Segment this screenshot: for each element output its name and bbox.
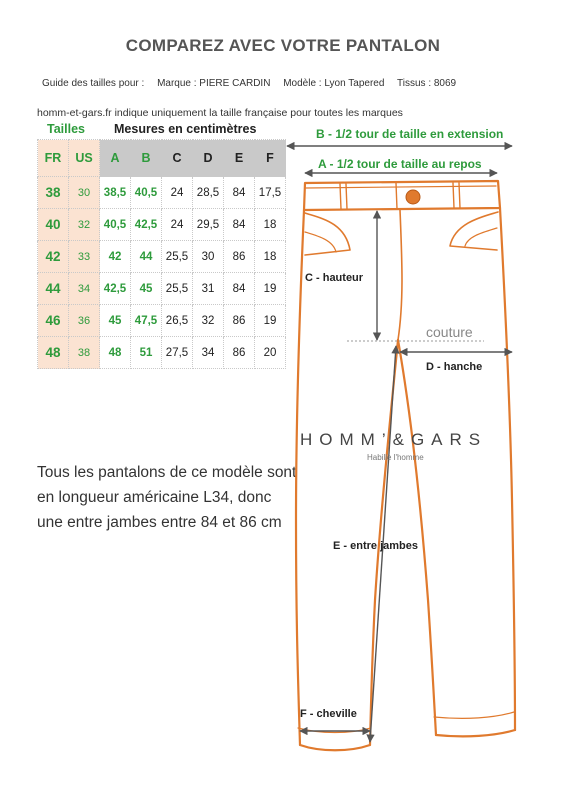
length-note: Tous les pantalons de ce modèle sont en longueur américaine L34, donc une entre jambes entre 84 et 86 cm (37, 464, 297, 531)
cell-b: 44 (131, 241, 162, 273)
cell-e: 84 (224, 177, 255, 209)
header-c: C (162, 140, 193, 177)
cell-d: 34 (193, 337, 224, 369)
cell-c: 25,5 (162, 273, 193, 305)
d-label: D - hanche (426, 361, 483, 373)
cell-fr: 38 (38, 177, 69, 209)
cell-f: 18 (255, 241, 286, 273)
header-f: F (255, 140, 286, 177)
cell-fr: 42 (38, 241, 69, 273)
cell-a: 40,5 (100, 209, 131, 241)
cell-fr: 46 (38, 305, 69, 337)
cell-d: 28,5 (193, 177, 224, 209)
cell-a: 38,5 (100, 177, 131, 209)
cell-a: 42,5 (100, 273, 131, 305)
guide-tissus: Tissus : 8069 (397, 78, 457, 89)
guide-marque: Marque : PIERE CARDIN (157, 78, 271, 89)
cell-us: 32 (69, 209, 100, 241)
button-circle (406, 190, 420, 204)
brand-tagline: Habille l'homme (367, 453, 424, 462)
guide-label: Guide des tailles pour : (42, 78, 145, 89)
brand-logo: HOMM’&GARS (300, 430, 488, 449)
cell-e: 84 (224, 273, 255, 305)
cell-fr: 44 (38, 273, 69, 305)
cell-fr: 40 (38, 209, 69, 241)
cell-c: 26,5 (162, 305, 193, 337)
cell-d: 30 (193, 241, 224, 273)
f-label: F - cheville (300, 708, 357, 720)
cell-us: 38 (69, 337, 100, 369)
tailles-heading: Tailles (47, 122, 85, 136)
couture-label: couture (426, 324, 473, 340)
cell-f: 17,5 (255, 177, 286, 209)
header-a: A (100, 140, 131, 177)
cell-c: 27,5 (162, 337, 193, 369)
trouser-outline (296, 181, 515, 750)
header-us: US (69, 140, 100, 177)
cell-a: 45 (100, 305, 131, 337)
cell-d: 29,5 (193, 209, 224, 241)
c-label: C - hauteur (305, 272, 364, 284)
cell-b: 47,5 (131, 305, 162, 337)
cell-a: 42 (100, 241, 131, 273)
cell-b: 51 (131, 337, 162, 369)
cell-c: 24 (162, 209, 193, 241)
cell-e: 86 (224, 305, 255, 337)
cell-us: 34 (69, 273, 100, 305)
cell-e: 84 (224, 209, 255, 241)
cell-f: 19 (255, 273, 286, 305)
page-title: COMPAREZ AVEC VOTRE PANTALON (125, 36, 441, 55)
cell-us: 33 (69, 241, 100, 273)
header-fr: FR (38, 140, 69, 177)
mesures-heading: Mesures en centimètres (114, 122, 257, 136)
cell-f: 20 (255, 337, 286, 369)
cell-b: 42,5 (131, 209, 162, 241)
header-e: E (224, 140, 255, 177)
cell-e: 86 (224, 241, 255, 273)
b-label: B - 1/2 tour de taille en extension (316, 127, 504, 141)
cell-f: 19 (255, 305, 286, 337)
a-label: A - 1/2 tour de taille au repos (318, 157, 482, 171)
cell-b: 40,5 (131, 177, 162, 209)
cell-us: 30 (69, 177, 100, 209)
cell-fr: 48 (38, 337, 69, 369)
cell-us: 36 (69, 305, 100, 337)
cell-d: 31 (193, 273, 224, 305)
e-label: E - entre jambes (333, 540, 418, 552)
cell-b: 45 (131, 273, 162, 305)
cell-a: 48 (100, 337, 131, 369)
size-note: homm-et-gars.fr indique uniquement la taille française pour toutes les marques (37, 107, 403, 119)
cell-c: 24 (162, 177, 193, 209)
cell-f: 18 (255, 209, 286, 241)
cell-c: 25,5 (162, 241, 193, 273)
cell-d: 32 (193, 305, 224, 337)
guide-modele: Modèle : Lyon Tapered (283, 78, 385, 89)
header-b: B (131, 140, 162, 177)
cell-e: 86 (224, 337, 255, 369)
header-d: D (193, 140, 224, 177)
